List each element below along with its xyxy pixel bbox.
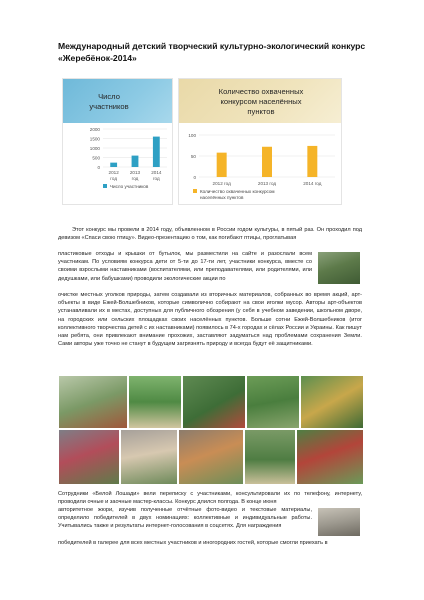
x-tick-label: год <box>110 176 118 181</box>
x-tick-label: 2012 <box>108 170 119 175</box>
participants-chart-svg <box>63 79 174 206</box>
y-tick-label: 2000 <box>89 127 100 132</box>
bar <box>132 156 139 167</box>
bar <box>110 163 117 167</box>
photo-collage <box>58 375 364 485</box>
chart-title: участников <box>89 102 129 111</box>
collage-photo <box>296 429 364 485</box>
paragraph-1-narrow: пластиковые отходы и крышки от бутылок, мы разместили на сайте и разослали всем участникам. По условиям конкурса дети от 5-ти до 17-ти лет, участники конкурса, вместе со своими взрослыми наставниками (воспитателями, или преподавателями, или родителями, или дедушками, или бабушками) проводили экологические акции по <box>58 251 312 282</box>
x-tick-label: 2014 год <box>303 181 322 186</box>
y-tick-label: 1500 <box>89 136 100 142</box>
y-tick-label: 1000 <box>89 146 100 151</box>
collage-photo <box>128 375 182 429</box>
bar <box>217 153 227 177</box>
collage-photo <box>58 429 120 485</box>
paragraph-2-start: Сотрудники «Белой Лошади» вели переписку с участниками, консультировали их по телефону, интернету, проводили очные и заочные мастер-классы. Конкурс длился полгода. В конце июня <box>58 491 362 506</box>
y-tick-label: 0 <box>97 165 100 170</box>
collage-photo <box>300 375 364 429</box>
y-tick-label: 50 <box>190 154 196 159</box>
legend-swatch <box>193 189 197 193</box>
collage-photo <box>246 375 300 429</box>
chart-title: Число <box>98 92 120 101</box>
y-tick-label: 100 <box>188 133 196 138</box>
legend-swatch <box>103 184 107 188</box>
x-tick-label: 2012 год <box>212 181 231 186</box>
x-tick-label: год <box>131 176 139 181</box>
participants-chart <box>62 78 173 205</box>
page-title: Международный детский творческий культурно-экологический конкурс «Жеребёнок-2014» <box>58 41 366 63</box>
collage-photo <box>178 429 244 485</box>
x-tick-label: 2013 <box>129 170 141 175</box>
y-tick-label: 0 <box>193 175 196 180</box>
hedgehog-photo-small <box>318 252 360 284</box>
settlements-chart-svg <box>179 79 343 206</box>
x-tick-label: год <box>152 176 160 181</box>
paragraph-1-rest: очистке местных уголков природы, затем создавали из вторичных материалов, собранных во время акций, арт-объекты в виде Ежей-Волшебников, которые символично собирают на свои иголки мусор. Авторы арт-объектов устанавливали их в местах, доступных для публичного обозрения (у себя в учебном заведении, школьном дворе, на городских или сельских площадках своих населённых пунктов. Больше сотни Ежей-Волшебников (итог коллективного творчества детей с их наставниками) появилось в 74-х городах и сёлах России и Украины. Как пишут нам ребята, они привлекают внимание прохожих, заставляют задуматься над проблемами сохранения Земли. Сами авторы уже точно не станут в будущем загрязнять природу и всегда будут её защитниками. <box>58 292 362 348</box>
chart-title: пунктов <box>247 107 275 116</box>
collage-photo <box>120 429 178 485</box>
settlements-chart <box>178 78 342 205</box>
collage-photo <box>58 375 128 429</box>
jury-photo-small <box>318 508 360 536</box>
x-tick-label: 2013 год <box>257 181 277 186</box>
x-tick-label: 2014 <box>151 170 162 175</box>
paragraph-2-narrow: авторитетное жюри, изучив полученные отчётные фото-видео и текстовые материалы, определило победителей в двух номинациях: коллективные и индивидуальные работы. Учитывались также и результаты интернет-голосования в соцсетях. Для награждения <box>58 507 312 530</box>
chart-title: конкурсом населённых <box>220 97 302 106</box>
chart-title: Количество охваченных <box>218 87 304 96</box>
collage-photo <box>244 429 296 485</box>
legend-label: Число участников <box>110 184 149 189</box>
collage-photo <box>182 375 246 429</box>
y-tick-label: 500 <box>92 155 100 161</box>
paragraph-1-start: Этот конкурс мы провели в 2014 году, объявленном в России годом культуры, в пятый раз. Он проходил под девизом «Спаси свою птицу». Видео-презентацию о том, как погибают птицы, проглатывая <box>58 227 362 242</box>
legend-label: Количество охваченных конкурсом <box>200 189 275 194</box>
paragraph-2-rest: победителей в галерее для всех местных участников и иногородних гостей, которые смогли приехать в <box>58 540 328 546</box>
bar <box>307 146 317 177</box>
legend-label: населённых пунктов <box>200 195 244 200</box>
bar <box>153 137 160 167</box>
bar <box>262 147 272 177</box>
